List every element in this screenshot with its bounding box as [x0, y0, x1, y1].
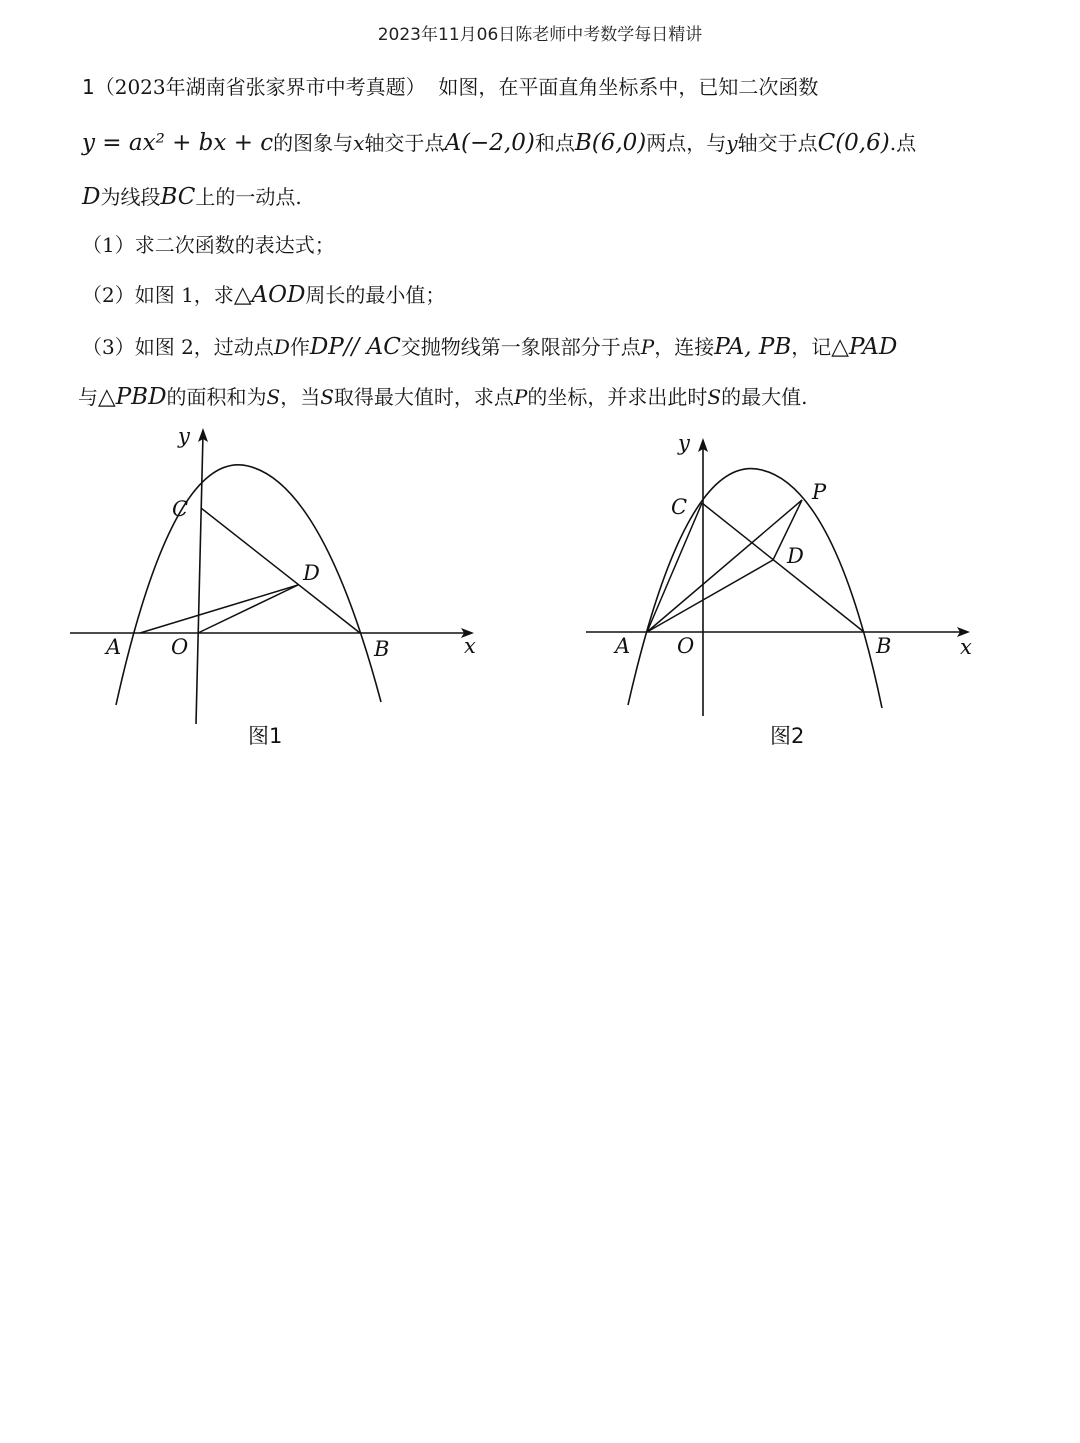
label-x: x: [464, 634, 476, 658]
text-segment: .点: [889, 131, 917, 155]
text-segment: 和点: [534, 131, 575, 155]
var-p: P: [513, 385, 528, 409]
segment-pa: [647, 500, 802, 632]
question-2: [82, 280, 445, 310]
text-segment: 作: [289, 335, 310, 359]
label-y: y: [178, 424, 190, 448]
label-a: A: [615, 634, 631, 658]
segment-bc: BC: [160, 184, 196, 210]
var-d: D: [273, 335, 290, 359]
text-segment: 的坐标，并求出此时: [527, 385, 708, 409]
problem-line-2: [82, 128, 916, 158]
text-segment: 轴交于点: [364, 131, 445, 155]
problem-intro: 如图，在平面直角坐标系中，已知二次函数: [438, 75, 819, 99]
figure-1-caption: 图1: [248, 724, 283, 748]
text-segment: 的最大值.: [721, 385, 808, 409]
y-axis: [196, 434, 203, 724]
segment-ad: [140, 585, 298, 633]
label-b: B: [374, 637, 390, 661]
point-c: C(0,6): [817, 130, 890, 156]
problem-source: （2023年湖南省张家界市中考真题）: [94, 75, 426, 99]
var-p: P: [640, 335, 655, 359]
text-segment: 轴交于点: [737, 131, 818, 155]
text-segment: ，连接: [654, 335, 715, 359]
label-d: D: [303, 561, 320, 585]
label-y: y: [678, 431, 690, 455]
text-segment: 为线段: [100, 185, 161, 209]
label-d: D: [787, 544, 804, 568]
point-a: A(−2,0): [444, 130, 535, 156]
page-header: 2023年11月06日陈老师中考数学每日精讲: [377, 25, 703, 45]
text-segment: 取得最大值时，求点: [333, 385, 514, 409]
text-segment: 的图象与: [273, 131, 354, 155]
var-y: y: [726, 131, 738, 155]
segments-pa-pb: PA, PB: [714, 334, 792, 360]
var-s: S: [266, 385, 281, 409]
label-o: O: [677, 634, 695, 658]
text-segment: 周长的最小值；: [305, 283, 446, 307]
problem-number: 1: [82, 75, 95, 99]
text-segment: （2）如图 1，求: [82, 283, 234, 307]
label-x: x: [960, 635, 972, 659]
var-s: S: [320, 385, 334, 409]
figure-2: [580, 420, 1000, 760]
problem-line-3: [82, 182, 302, 212]
point-b: B(6,0): [574, 130, 647, 156]
parabola-curve: [116, 465, 381, 705]
label-c: C: [172, 497, 189, 521]
text-segment: 与: [78, 385, 98, 409]
problem-line-1: [82, 72, 818, 102]
equation: y = ax² + bx + c: [82, 130, 274, 156]
text-segment: ，记: [791, 335, 832, 359]
label-c: C: [671, 495, 688, 519]
var-s: S: [707, 385, 722, 409]
label-a: A: [106, 635, 122, 659]
triangle-aod: △AOD: [233, 282, 306, 308]
text-segment: 交抛物线第一象限部分于点: [400, 335, 641, 359]
text-segment: 的面积和为: [166, 385, 267, 409]
var-x: x: [353, 131, 365, 155]
label-p: P: [812, 480, 827, 504]
figure-1: [60, 420, 490, 760]
question-1: （1）求二次函数的表达式；: [82, 233, 335, 257]
var-d: D: [82, 184, 101, 210]
label-o: O: [171, 635, 189, 659]
label-b: B: [876, 634, 892, 658]
triangle-pad: △PAD: [831, 334, 898, 360]
triangle-pbd: △PBD: [98, 384, 167, 410]
figure-2-caption: 图2: [770, 724, 805, 748]
text-segment: 两点，与: [646, 131, 727, 155]
segment-bc: [702, 503, 864, 632]
parallel-dp-ac: DP// AC: [309, 334, 401, 360]
question-3: [82, 332, 897, 362]
text-segment: ，当: [280, 385, 321, 409]
question-3-cont: [78, 382, 807, 412]
text-segment: （3）如图 2，过动点: [82, 335, 274, 359]
segment-ac: [647, 503, 702, 632]
segment-od: [198, 585, 298, 633]
text-segment: 上的一动点.: [195, 185, 302, 209]
